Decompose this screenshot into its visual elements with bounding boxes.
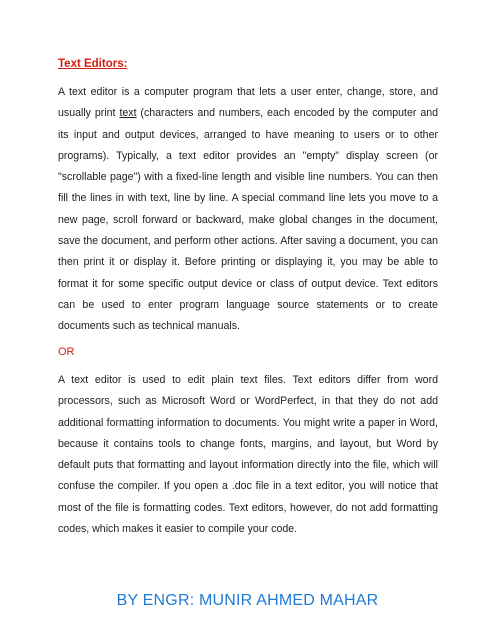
paragraph1-text-end: (characters and numbers, each encoded by the computer and its input and output devices, arranged to have meaning to users or to other programs). Typically, a text editor provides an "empty" display screen (or "scrollable page") with a fixed-line length and visible line numbers. You can then fill the lines in with text, line by line. A special command line lets you move to a new page, scroll forward or backward, make global changes in the document, save the document, and perform other actions. After saving a document, you can then print it or display it. Before printing or displaying it, you may be able to format it for some specific output device or class of output device. Text editors can be used to enter program language source statements or to create documents such as technical manuals. [58,107,438,333]
text-link[interactable]: text [119,107,137,120]
author-credit: BY ENGR: MUNIR AHMED MAHAR [116,592,379,609]
paragraph1-text-start: A text editor is a computer program that lets a user enter, change, store, and usually print [58,86,438,120]
or-separator: OR [58,346,75,358]
paragraph-text-editor-definition [58,82,438,338]
paragraph-text-editor-usage: A text editor is used to edit plain text files. Text editors differ from word processors, such as Microsoft Word or WordPerfect, in that they do not add additional formatting information to documents. You might write a paper in Word, because it contains tools to change fonts, margins, and layout, but Word by default puts that formatting and layout information directly into the file, which will confuse the compiler. If you open a .doc file in a text editor, you will notice that most of the file is formatting codes. Text editors, however, do not add formatting codes, which makes it easier to compile your code. [58,374,438,536]
section-heading: Text Editors: [58,58,128,70]
